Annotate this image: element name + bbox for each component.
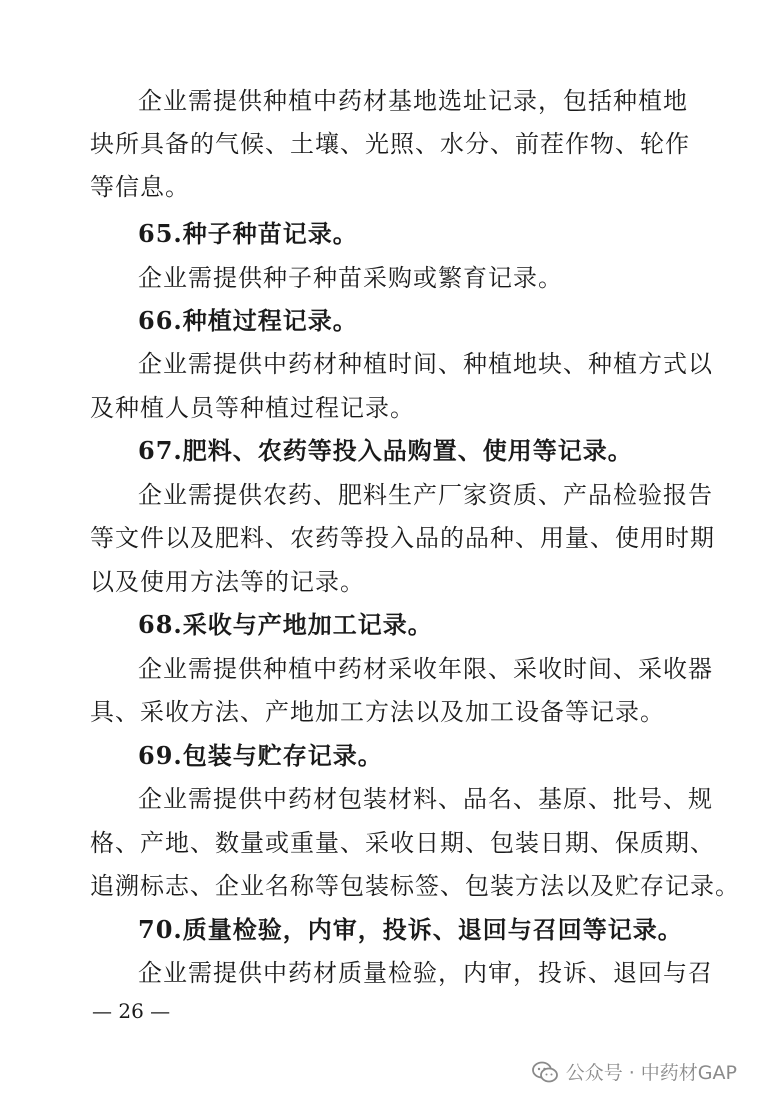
paragraph-line: 格、产地、数量或重量、采收日期、包装日期、保质期、 <box>90 829 715 857</box>
section-heading-69: 69.包装与贮存记录。 <box>138 741 383 770</box>
paragraph-line: 块所具备的气候、土壤、光照、水分、前茬作物、轮作 <box>90 130 690 158</box>
paragraph-line: 企业需提供农药、肥料生产厂家资质、产品检验报告 <box>138 481 713 509</box>
paragraph-line: 追溯标志、企业名称等包装标签、包装方法以及贮存记录。 <box>90 872 740 900</box>
wechat-watermark <box>532 1058 737 1085</box>
paragraph-line: 及种植人员等种植过程记录。 <box>90 394 415 422</box>
paragraph-line: 企业需提供中药材种植时间、种植地块、种植方式以 <box>138 350 713 378</box>
paragraph-line: 企业需提供种植中药材采收年限、采收时间、采收器 <box>138 655 713 683</box>
paragraph-line: 具、采收方法、产地加工方法以及加工设备等记录。 <box>90 698 665 726</box>
section-heading-70: 70.质量检验，内审，投诉、退回与召回等记录。 <box>138 915 683 944</box>
paragraph-line: 企业需提供种植中药材基地选址记录，包括种植地 <box>138 87 688 115</box>
section-heading-66: 66.种植过程记录。 <box>138 306 358 335</box>
section-heading-67: 67.肥料、农药等投入品购置、使用等记录。 <box>138 436 633 465</box>
paragraph-line: 企业需提供中药材包装材料、品名、基原、批号、规 <box>138 785 713 813</box>
paragraph-line: 等文件以及肥料、农药等投入品的品种、用量、使用时期 <box>90 524 715 552</box>
watermark-text: 公众号 · 中药材GAP <box>565 1062 737 1084</box>
paragraph-line: 以及使用方法等的记录。 <box>90 568 365 596</box>
paragraph-line: 等信息。 <box>90 173 190 201</box>
paragraph-line: 企业需提供中药材质量检验，内审，投诉、退回与召 <box>138 959 713 987</box>
page-number: — 26 — <box>92 999 171 1023</box>
section-heading-68: 68.采收与产地加工记录。 <box>138 610 433 639</box>
wechat-icon <box>532 1061 558 1083</box>
paragraph-line: 企业需提供种子种苗采购或繁育记录。 <box>138 264 563 292</box>
section-heading-65: 65.种子种苗记录。 <box>138 219 358 248</box>
